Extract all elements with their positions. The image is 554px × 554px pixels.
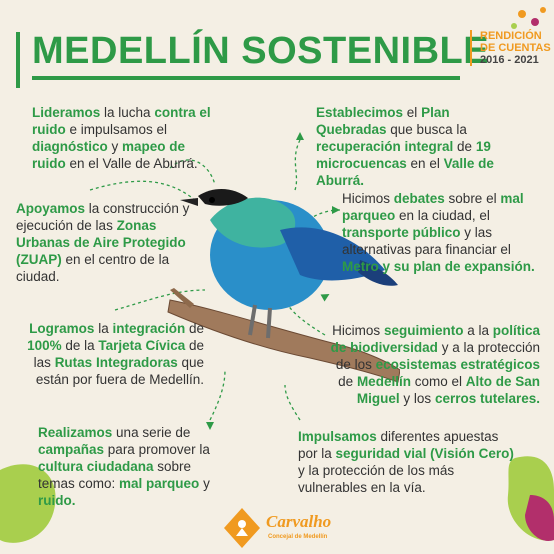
report-years: 2016 - 2021: [480, 54, 539, 66]
text-block-biodiversidad: Hicimos seguimiento a la política de biodiversidad y a la protección de los ecosistemas estratégicos de Medellín como el Alto de San Miguel y los cerros tutelares.: [330, 323, 540, 406]
dot-orange: [518, 10, 526, 18]
text-block-campanas: Realizamos una serie de campañas para promover la cultura ciudadana sobre temas como: mal parqueo y ruido.: [38, 425, 210, 508]
text-block-zuap: Apoyamos la construcción y ejecución de las Zonas Urbanas de Aire Protegido (ZUAP) en el centro de la ciudad.: [16, 201, 190, 284]
logo-subtitle: Concejal de Medellín: [268, 534, 328, 540]
report-line1: RENDICIÓN: [480, 30, 542, 42]
dot-purple: [531, 18, 539, 26]
dot-green: [511, 23, 517, 29]
report-line2: DE CUENTAS: [480, 42, 551, 54]
text-block-seguridad-vial: Impulsamos diferentes apuestas por la seguridad vial (Visión Cero) y la protección de los más vulnerables en la vía.: [298, 429, 514, 495]
bird-eye: [209, 197, 215, 203]
logo-figure-head: [238, 520, 246, 528]
report-badge: [470, 30, 554, 66]
dot-orange-2: [540, 7, 546, 13]
text-block-ruido: Lideramos la lucha contra el ruido e impulsamos el diagnóstico y mapeo de ruido en el Valle de Aburrá.: [32, 105, 211, 171]
page-title: MEDELLÍN SOSTENIBLE: [32, 30, 490, 72]
arrow-up-icon: [296, 132, 304, 140]
title-underline: [32, 76, 460, 80]
text-block-debates: Hicimos debates sobre el mal parqueo en la ciudad, el transporte público y las alternativas para financiar el Metro y su plan de expansión.: [342, 191, 535, 274]
text-block-tarjeta: Logramos la integración de 100% de la Tarjeta Cívica de las Rutas Integradoras que están por fuera de Medellín.: [27, 321, 204, 387]
logo-name: Carvalho: [266, 512, 332, 531]
title-accent-bar: [16, 32, 20, 88]
text-block-quebradas: Establecimos el Plan Quebradas que busca la recuperación integral de 19 microcuencas en el Valle de Aburrá.: [316, 105, 494, 188]
